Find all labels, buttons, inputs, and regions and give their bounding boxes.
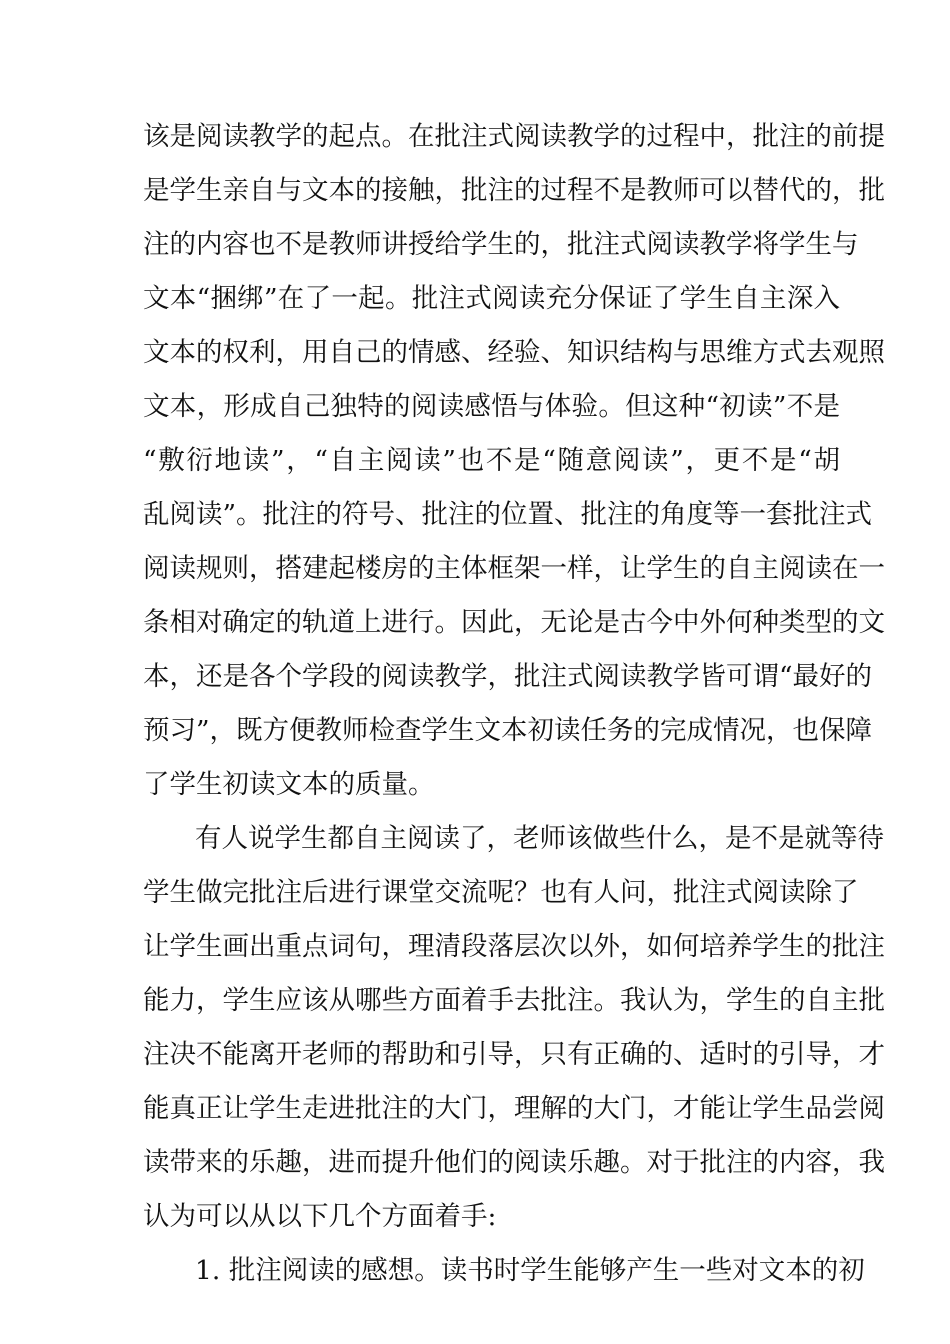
- text-line: 让学生画出重点词句，理清段落层次以外，如何培养学生的批注: [143, 931, 885, 962]
- paragraph-first-line: 有人说学生都自主阅读了，老师该做些什么，是不是就等待: [195, 823, 884, 854]
- text-line: “敷衍地读”，“自主阅读”也不是“随意阅读”，更不是“胡: [143, 445, 840, 476]
- text-line: 注的内容也不是教师讲授给学生的，批注式阅读教学将学生与: [143, 229, 859, 260]
- text-line: 是学生亲自与文本的接触，批注的过程不是教师可以替代的，批: [143, 175, 885, 206]
- text-line: 读带来的乐趣，进而提升他们的阅读乐趣。对于批注的内容，我: [143, 1147, 885, 1178]
- text-line: 文本，形成自己独特的阅读感悟与体验。但这种“初读”不是: [143, 391, 840, 422]
- text-line: 文本“捆绑”在了一起。批注式阅读充分保证了学生自主深入: [143, 283, 840, 314]
- text-line: 阅读规则，搭建起楼房的主体框架一样，让学生的自主阅读在一: [143, 553, 885, 584]
- text-line: 乱阅读”。批注的符号、批注的位置、批注的角度等一套批注式: [143, 499, 873, 530]
- numbered-item-line: 1. 批注阅读的感想。读书时学生能够产生一些对文本的初: [195, 1255, 865, 1286]
- text-line: 了学生初读文本的质量。: [143, 769, 435, 800]
- text-line: 预习”，既方便教师检查学生文本初读任务的完成情况，也保障: [143, 715, 873, 746]
- text-line: 文本的权利，用自己的情感、经验、知识结构与思维方式去观照: [143, 337, 885, 368]
- text-line: 该是阅读教学的起点。在批注式阅读教学的过程中，批注的前提: [143, 121, 885, 152]
- text-line: 认为可以从以下几个方面着手:: [143, 1201, 497, 1232]
- text-line: 本，还是各个学段的阅读教学，批注式阅读教学皆可谓“最好的: [143, 661, 873, 692]
- text-line: 注决不能离开老师的帮助和引导，只有正确的、适时的引导，才: [143, 1039, 885, 1070]
- text-line: 学生做完批注后进行课堂交流呢？也有人问，批注式阅读除了: [143, 877, 859, 908]
- text-line: 条相对确定的轨道上进行。因此，无论是古今中外何种类型的文: [143, 607, 885, 638]
- text-line: 能真正让学生走进批注的大门，理解的大门，才能让学生品尝阅: [143, 1093, 885, 1124]
- text-line: 能力，学生应该从哪些方面着手去批注。我认为，学生的自主批: [143, 985, 885, 1016]
